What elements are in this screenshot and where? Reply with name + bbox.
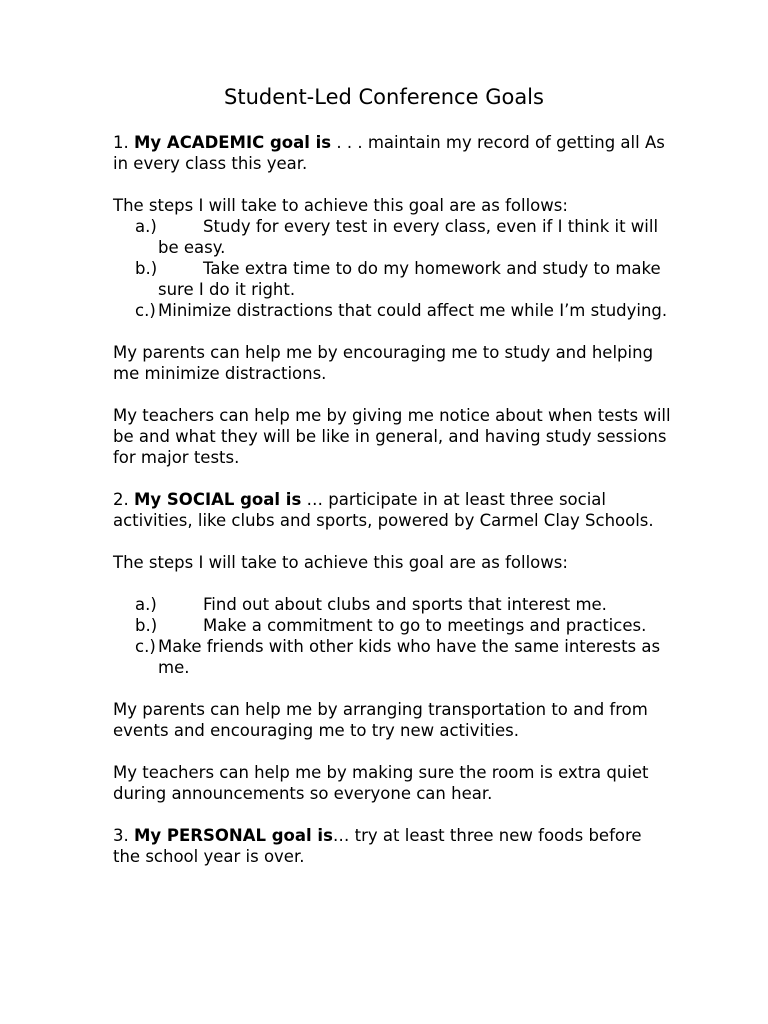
academic-goal-statement: [113, 132, 673, 174]
personal-goal-number: 3.: [113, 826, 129, 845]
list-marker: b.): [135, 616, 158, 635]
social-goal-text: … participate in at least three social activities, like clubs and sports, powered by Carmel Clay Schools.: [113, 490, 654, 530]
list-item: [113, 594, 673, 615]
list-marker: c.): [135, 637, 156, 656]
social-steps-intro: The steps I will take to achieve this goal are as follows:: [113, 553, 568, 572]
social-goal-statement: [113, 489, 673, 531]
academic-goal-label: My ACADEMIC goal is: [134, 133, 332, 152]
academic-steps-list: [113, 216, 673, 321]
social-teachers-help: My teachers can help me by making sure the room is extra quiet during announcements so everyone can hear.: [113, 763, 649, 803]
academic-goal-text: . . . maintain my record of getting all As in every class this year.: [113, 133, 665, 173]
personal-goal-text: … try at least three new foods before the school year is over.: [113, 826, 642, 866]
list-item: [113, 216, 673, 258]
list-item-text: Take extra time to do my homework and study to make sure I do it right.: [158, 259, 661, 299]
list-item: [113, 300, 673, 321]
academic-parents-help: My parents can help me by encouraging me to study and helping me minimize distractions.: [113, 343, 654, 383]
document-title: Student-Led Conference Goals: [224, 85, 544, 109]
list-marker: a.): [135, 217, 157, 236]
personal-goal-statement: [113, 825, 673, 867]
list-item-text: Make a commitment to go to meetings and practices.: [203, 616, 647, 635]
academic-teachers-help: My teachers can help me by giving me notice about when tests will be and what they will be like in general, and having study sessions for major tests.: [113, 406, 671, 467]
list-marker: c.): [135, 301, 156, 320]
list-item: [113, 258, 673, 300]
list-item-text: Study for every test in every class, even if I think it will be easy.: [158, 217, 659, 257]
academic-steps-intro: The steps I will take to achieve this goal are as follows:: [113, 196, 568, 215]
academic-goal-number: 1.: [113, 133, 129, 152]
social-goal-number: 2.: [113, 490, 129, 509]
social-parents-help: My parents can help me by arranging transportation to and from events and encouraging me to try new activities.: [113, 700, 648, 740]
list-item-text: Minimize distractions that could affect me while I’m studying.: [158, 301, 668, 320]
personal-goal-label: My PERSONAL goal is: [134, 826, 333, 845]
list-item-text: Make friends with other kids who have the same interests as me.: [158, 637, 661, 677]
list-item-text: Find out about clubs and sports that interest me.: [203, 595, 607, 614]
list-marker: a.): [135, 595, 157, 614]
list-item: [113, 615, 673, 636]
social-steps-list: [113, 594, 673, 678]
list-marker: b.): [135, 259, 158, 278]
list-item: [113, 636, 673, 678]
social-goal-label: My SOCIAL goal is: [134, 490, 302, 509]
document-page: [113, 83, 673, 867]
